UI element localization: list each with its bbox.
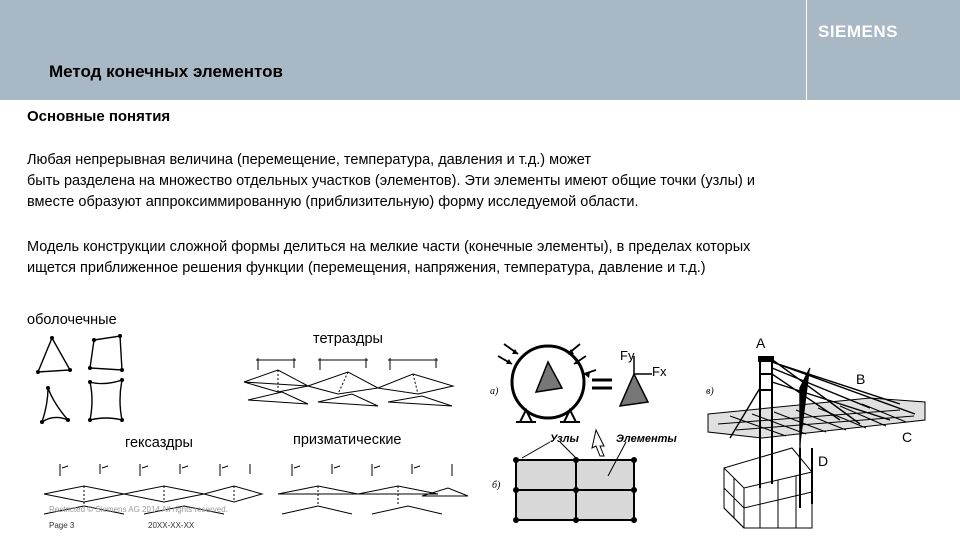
force-y-label: Fy [620,348,635,363]
prism-elements-diagram [272,458,472,528]
point-c-label: C [902,429,913,445]
siemens-logo: SIEMENS [818,22,899,41]
paragraph-definition [27,150,947,213]
hexa-elements-diagram [40,458,265,528]
header-divider [806,0,807,100]
elements-label: Элементы [616,433,677,445]
crane-structure-diagram [700,328,935,533]
header-bar [0,0,960,100]
paragraph-model [27,237,947,279]
paragraph-line: вместе образуют аппроксиммированную (приблизительную) форму исследуемой области. [27,194,639,210]
nodes-label: Узлы [550,433,579,445]
footer-date: 20XX-XX-XX [148,521,195,530]
discretization-diagram-a [486,330,696,430]
slide-title: Метод конечных элементов [49,62,283,81]
shell-elements-label: оболочечные [27,312,117,328]
paragraph-line: быть разделена на множество отдельных участков (элементов). Эти элементы имеют общие точки (узлы) и [27,173,755,189]
paragraph-line: Модель конструкции сложной формы делиться на мелкие части (конечные элементы), в пределах которых [27,239,751,255]
force-x-label: Fx [652,364,667,379]
footer-copyright: Restricted © Siemens AG 2014 All rights reserved. [49,505,228,514]
discretization-diagram-b [486,430,696,530]
point-a-label: A [756,335,766,351]
section-heading: Основные понятия [27,108,171,125]
point-d-label: D [818,453,829,469]
hexa-elements-label: гексаздры [125,435,193,451]
point-b-label: B [856,371,866,387]
paragraph-line: ищется приближенное решения функции (перемещения, напряжения, температура, давление и т.д.) [27,260,706,276]
prism-elements-label: призматические [293,432,402,448]
diagram-a-letter: а) [490,386,499,397]
tetra-elements-diagram [238,352,468,412]
shell-elements-diagram [30,330,140,430]
footer-page: Page 3 [49,521,75,530]
diagram-b-letter: б) [492,480,501,491]
paragraph-line: Любая непрерывная величина (перемещение, температура, давления и т.д.) может [27,152,591,168]
diagram-v-letter: в) [706,386,714,397]
tetra-elements-label: тетраздры [313,331,383,347]
